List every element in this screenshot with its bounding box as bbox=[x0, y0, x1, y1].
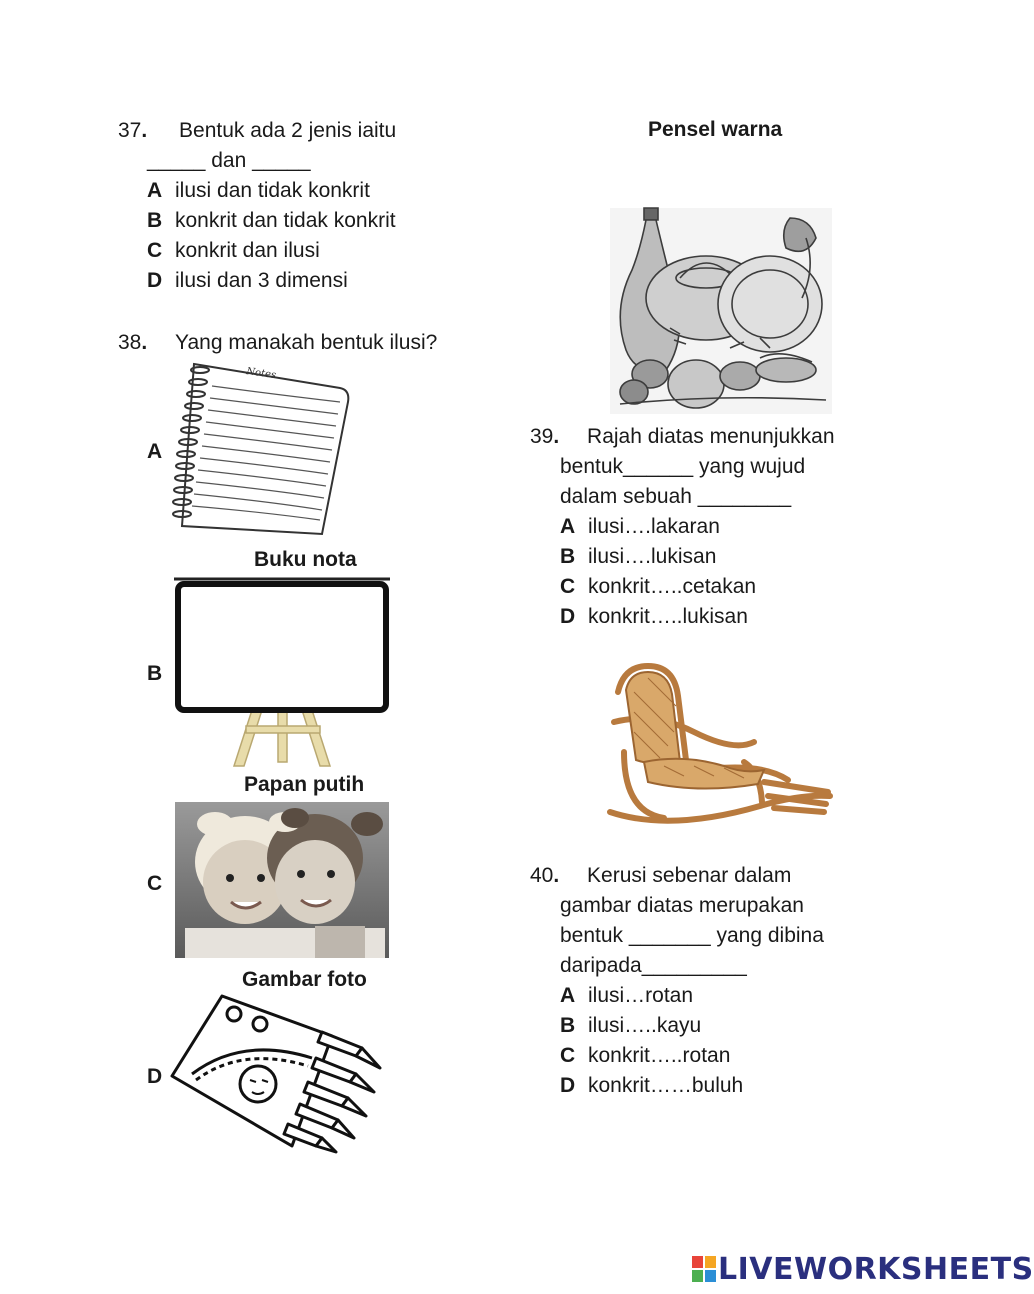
question-38-stem bbox=[118, 328, 437, 358]
question-39-line-1: Rajah diatas menunjukkan bbox=[587, 425, 835, 448]
option-text: konkrit……buluh bbox=[588, 1074, 744, 1097]
caption-gambar-foto: Gambar foto bbox=[242, 968, 367, 991]
question-38-number: 38. bbox=[118, 331, 148, 354]
option-letter: A bbox=[560, 515, 576, 538]
option-text: ilusi….lakaran bbox=[588, 515, 720, 538]
question-40-line-2: gambar diatas merupakan bbox=[560, 894, 804, 917]
option-letter: B bbox=[147, 209, 163, 232]
question-37-blanks: _____ dan _____ bbox=[147, 149, 311, 172]
option-c-letter[interactable]: C bbox=[147, 872, 163, 895]
question-37-option-c[interactable] bbox=[147, 236, 320, 266]
photo-image[interactable] bbox=[175, 802, 389, 958]
option-a-letter[interactable]: A bbox=[147, 440, 163, 463]
option-b-letter[interactable]: B bbox=[147, 662, 163, 685]
question-40-option-d[interactable] bbox=[560, 1071, 743, 1101]
option-text: konkrit…..lukisan bbox=[588, 605, 748, 628]
crayon-box-image[interactable] bbox=[172, 996, 387, 1152]
option-letter: B bbox=[560, 545, 576, 568]
option-letter: A bbox=[147, 179, 163, 202]
option-text: ilusi….lukisan bbox=[588, 545, 717, 568]
option-letter: A bbox=[560, 984, 576, 1007]
option-text: ilusi dan tidak konkrit bbox=[175, 179, 370, 202]
question-39-option-c[interactable] bbox=[560, 572, 756, 602]
question-37-option-b[interactable] bbox=[147, 206, 396, 236]
option-letter: D bbox=[147, 269, 163, 292]
option-letter: C bbox=[560, 1044, 576, 1067]
question-40-stem bbox=[530, 861, 791, 891]
option-text: konkrit…..rotan bbox=[588, 1044, 731, 1067]
caption-pensel-warna: Pensel warna bbox=[648, 118, 783, 141]
question-38-text: Yang manakah bentuk ilusi? bbox=[175, 331, 438, 354]
question-39-stem bbox=[530, 422, 835, 452]
question-39-line-3: dalam sebuah ________ bbox=[560, 485, 792, 508]
question-40-line-4: daripada_________ bbox=[560, 954, 747, 977]
question-37-option-d[interactable] bbox=[147, 266, 348, 296]
option-letter: B bbox=[560, 1014, 576, 1037]
question-40-option-c[interactable] bbox=[560, 1041, 730, 1071]
question-39-option-a[interactable] bbox=[560, 512, 720, 542]
option-text: konkrit dan tidak konkrit bbox=[175, 209, 396, 232]
option-text: ilusi…rotan bbox=[588, 984, 694, 1007]
question-40-number: 40. bbox=[530, 864, 560, 887]
question-40-option-a[interactable] bbox=[560, 981, 693, 1011]
question-39-option-b[interactable] bbox=[560, 542, 716, 572]
option-letter: D bbox=[560, 605, 576, 628]
question-39-line-2: bentuk______ yang wujud bbox=[560, 455, 806, 478]
notebook-image[interactable] bbox=[172, 356, 357, 541]
option-letter: C bbox=[147, 239, 163, 262]
question-37-number: 37. bbox=[118, 119, 148, 142]
option-text: konkrit dan ilusi bbox=[175, 239, 320, 262]
option-letter: C bbox=[560, 575, 576, 598]
option-text: ilusi…..kayu bbox=[588, 1014, 702, 1037]
caption-buku-nota: Buku nota bbox=[254, 548, 357, 571]
liveworksheets-logo-icon bbox=[692, 1256, 716, 1282]
question-39-option-d[interactable] bbox=[560, 602, 748, 632]
caption-papan-putih: Papan putih bbox=[244, 773, 365, 796]
liveworksheets-brand[interactable]: LIVEWORKSHEETS bbox=[718, 1252, 1034, 1287]
whiteboard-image[interactable] bbox=[174, 576, 390, 766]
still-life-sketch-image[interactable] bbox=[610, 208, 832, 414]
question-37-option-a[interactable] bbox=[147, 176, 370, 206]
question-37-text: Bentuk ada 2 jenis iaitu bbox=[179, 119, 397, 142]
question-37-stem bbox=[118, 116, 396, 146]
question-40-line-1: Kerusi sebenar dalam bbox=[587, 864, 792, 887]
option-d-letter[interactable]: D bbox=[147, 1065, 163, 1088]
option-text: ilusi dan 3 dimensi bbox=[175, 269, 348, 292]
question-40-line-3: bentuk _______ yang dibina bbox=[560, 924, 824, 947]
rocking-chair-image[interactable] bbox=[604, 662, 836, 832]
option-letter: D bbox=[560, 1074, 576, 1097]
question-39-number: 39. bbox=[530, 425, 560, 448]
notebook-label: Notes bbox=[245, 366, 277, 382]
question-40-option-b[interactable] bbox=[560, 1011, 701, 1041]
option-text: konkrit…..cetakan bbox=[588, 575, 757, 598]
